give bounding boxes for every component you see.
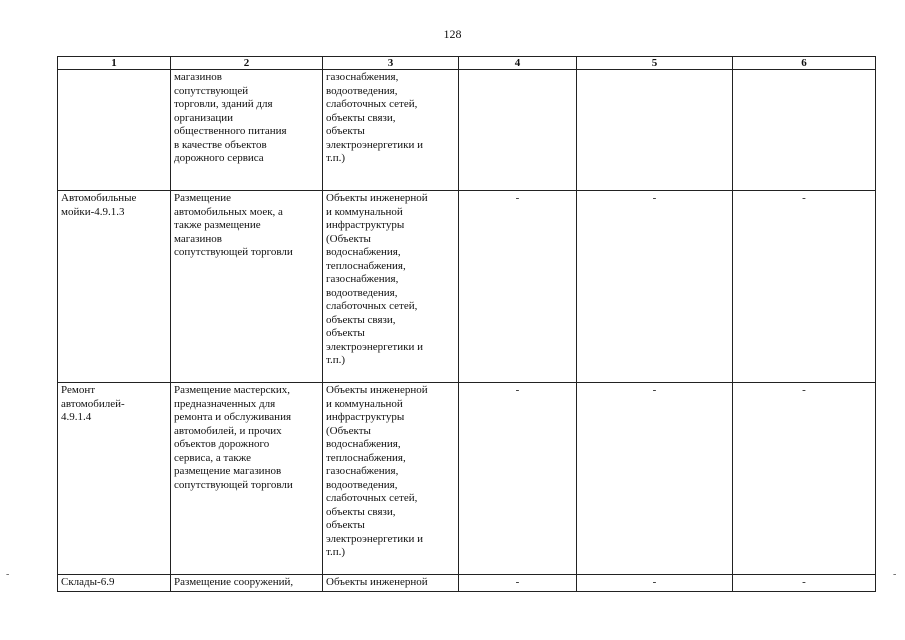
table-row <box>58 383 876 575</box>
cell-col-4: - <box>459 191 577 383</box>
right-edge-mark: - <box>893 569 897 580</box>
cell-description: магазинов сопутствующей торговли, зданий для организации общественного питания в качестве объектов дорожного сервиса <box>171 70 323 191</box>
cell-auxiliary-objects: Объекты инженерной и коммунальной инфраструктуры (Объекты водоснабжения, теплоснабжения, газоснабжения, водоотведения, слаботочных сетей, объекты связи, объекты электроэнергетики и т.п.) <box>323 191 459 383</box>
cell-col-5 <box>577 70 733 191</box>
cell-description: Размещение мастерских, предназначенных для ремонта и обслуживания автомобилей, и прочих объектов дорожного сервиса, а также размещение магазинов сопутствующей торговли <box>171 383 323 575</box>
cell-col-6: - <box>733 191 876 383</box>
header-col-5: 5 <box>577 57 733 70</box>
table-row <box>58 191 876 383</box>
cell-activity-type: Ремонт автомобилей- 4.9.1.4 <box>58 383 171 575</box>
cell-col-6: - <box>733 575 876 592</box>
cell-activity-type <box>58 70 171 191</box>
cell-description: Размещение сооружений, <box>171 575 323 592</box>
cell-col-5: - <box>577 191 733 383</box>
header-col-6: 6 <box>733 57 876 70</box>
land-use-table <box>57 56 876 592</box>
table-row <box>58 575 876 592</box>
cell-activity-type: Склады-6.9 <box>58 575 171 592</box>
cell-auxiliary-objects: Объекты инженерной и коммунальной инфраструктуры (Объекты водоснабжения, теплоснабжения, газоснабжения, водоотведения, слаботочных сетей, объекты связи, объекты электроэнергетики и т.п.) <box>323 383 459 575</box>
cell-description: Размещение автомобильных моек, а также размещение магазинов сопутствующей торговли <box>171 191 323 383</box>
header-col-3: 3 <box>323 57 459 70</box>
table-row <box>58 70 876 191</box>
header-col-4: 4 <box>459 57 577 70</box>
cell-activity-type: Автомобильные мойки-4.9.1.3 <box>58 191 171 383</box>
cell-col-6: - <box>733 383 876 575</box>
cell-auxiliary-objects: газоснабжения, водоотведения, слаботочных сетей, объекты связи, объекты электроэнергетики и т.п.) <box>323 70 459 191</box>
cell-col-4: - <box>459 383 577 575</box>
page-number: 128 <box>443 27 462 41</box>
header-col-2: 2 <box>171 57 323 70</box>
cell-auxiliary-objects: Объекты инженерной <box>323 575 459 592</box>
cell-col-6 <box>733 70 876 191</box>
cell-col-4: - <box>459 575 577 592</box>
header-row <box>58 57 876 70</box>
left-edge-mark: - <box>6 569 10 580</box>
cell-col-4 <box>459 70 577 191</box>
header-col-1: 1 <box>58 57 171 70</box>
cell-col-5: - <box>577 575 733 592</box>
cell-col-5: - <box>577 383 733 575</box>
